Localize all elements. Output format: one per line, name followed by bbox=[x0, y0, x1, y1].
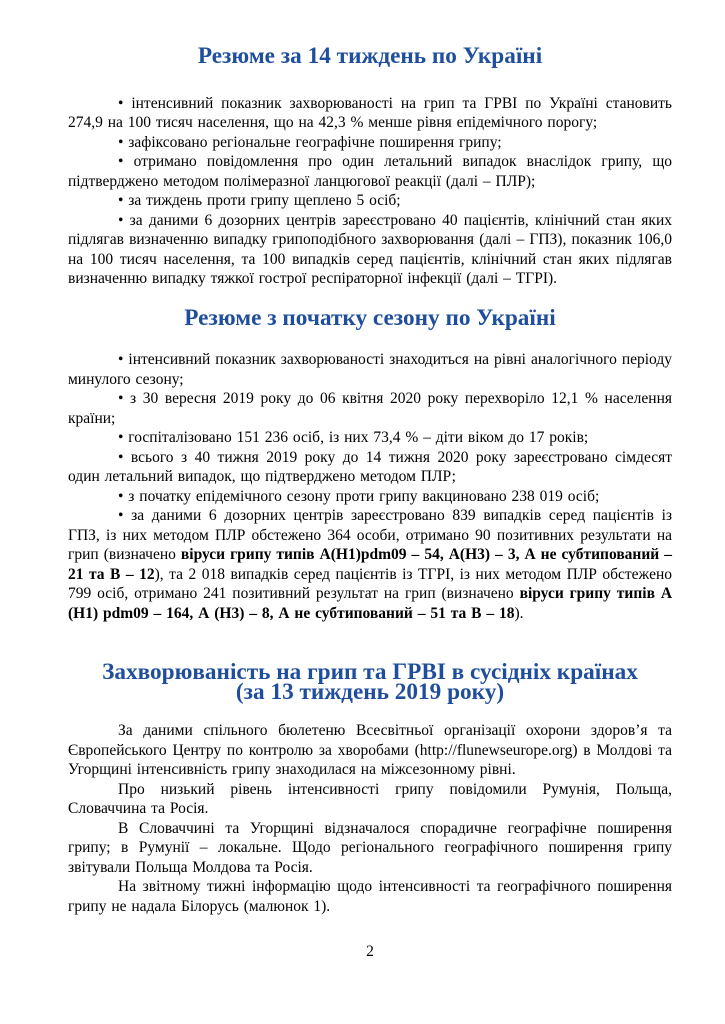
paragraph bbox=[68, 780, 672, 819]
section-neighbouring-countries bbox=[68, 659, 672, 916]
paragraph bbox=[68, 819, 672, 878]
paragraph bbox=[68, 191, 672, 211]
section-heading-line: Резюме з початку сезону по Україні bbox=[184, 304, 556, 331]
section-summary-season bbox=[68, 304, 673, 624]
paragraph bbox=[68, 94, 672, 133]
paragraph bbox=[68, 389, 672, 428]
paragraph bbox=[68, 211, 672, 289]
section-heading-subline: (за 13 тиждень 2019 року) bbox=[235, 678, 505, 705]
text-run: • з початку епідемічного сезону проти грипу вакциновано 238 019 осіб; bbox=[118, 487, 600, 505]
section-heading bbox=[68, 304, 672, 331]
section-body bbox=[68, 94, 672, 289]
paragraph bbox=[68, 506, 672, 623]
section-summary-week-14 bbox=[68, 43, 672, 289]
text-run: • з 30 вересня 2019 року до 06 квітня 2020 року перехворіло 12,1 % населення країни; bbox=[68, 390, 672, 427]
section-body bbox=[68, 350, 672, 623]
paragraph bbox=[68, 721, 672, 780]
text-run: За даними спільного бюлетеню Всесвітньої організації охорони здоров’я та Європейського Центру по контролю за хворобами (http://flunewseurope.org) в Молдові та Угорщині інтенсивність грипу знаходилася на міжсезонному рівні. bbox=[68, 722, 672, 778]
page-number: 2 bbox=[366, 943, 374, 960]
text-run: • інтенсивний показник захворюваності знаходиться на рівні аналогічного періоду минулого сезону; bbox=[68, 351, 672, 388]
paragraph bbox=[68, 350, 672, 389]
text-run: • всього з 40 тижня 2019 року до 14 тижня 2020 року зареєстровано сімдесят один летальний випадок, що підтверджено методом ПЛР; bbox=[68, 448, 672, 485]
bold-text-run: віруси грипу типів А (Н1) pdm09 – 164, А (Н3) – 8, А не субтипований – 51 та В – 18 bbox=[68, 585, 673, 622]
text-run: • за даними 6 дозорних центрів зареєстровано 40 пацієнтів, клінічний стан яких підлягав визначенню випадку грипоподібного захворювання (далі – ГПЗ), показник 106,0 на 100 тисяч населення, та 100 випадків серед пацієнтів, клінічний стан яких підлягав визначенню випадку тяжкої гострої респіраторної інфекції (далі – ТГРІ). bbox=[68, 211, 672, 287]
paragraph bbox=[68, 133, 672, 153]
section-heading-line: Захворюваність на грип та ГРВІ в сусідніх країнах bbox=[102, 659, 638, 685]
section-body bbox=[68, 721, 672, 916]
text-run: В Словаччині та Угорщині відзначалося спорадичне географічне поширення грипу; в Румунії – локальне. Щодо регіонального географічного поширення грипу звітували Польща Молдова та Росія. bbox=[68, 819, 672, 876]
paragraph bbox=[68, 877, 672, 916]
text-run: • інтенсивний показник захворюваності на грип та ГРВІ по Україні становить 274,9 на 100 тисяч населення, що на 42,3 % менше рівня епідемічного порогу; bbox=[68, 94, 672, 131]
text-run: • за тиждень проти грипу щеплено 5 осіб; bbox=[118, 192, 401, 209]
section-heading-line: Резюме за 14 тиждень по Україні bbox=[197, 43, 543, 69]
section-heading bbox=[68, 659, 672, 705]
text-run: ), та 2 018 випадків серед пацієнтів із ТГРІ, із них методом ПЛР обстежено 799 осіб, отримано 241 позитивний результат на грип (визначено bbox=[68, 565, 672, 602]
text-run: Про низький рівень інтенсивності грипу повідомили Румунія, Польща, Словаччина та Росія. bbox=[68, 780, 672, 817]
paragraph bbox=[68, 487, 672, 507]
text-run: • зафіксовано регіональне географічне поширення грипу; bbox=[118, 133, 502, 151]
text-run: На звітному тижні інформацію щодо інтенсивності та географічного поширення грипу не надала Білорусь (малюнок 1). bbox=[68, 878, 672, 915]
bold-text-run: віруси грипу типів А(Н1)pdm09 – 54, А(Н3) – 3, А не субтипований – 21 та В – 12 bbox=[68, 546, 672, 583]
text-run: • отримано повідомлення про один летальний випадок внаслідок грипу, що підтверджено методом полімеразної ланцюгової реакції (далі – ПЛР); bbox=[68, 153, 672, 190]
text-run: • госпіталізовано 151 236 осіб, із них 73,4 % – діти віком до 17 років; bbox=[118, 429, 589, 446]
text-run: • за даними 6 дозорних центрів зареєстровано 839 випадків серед пацієнтів із ГПЗ, із них методом ПЛР обстежено 364 особи, отримано 90 позитивних результати на грип (визначено bbox=[68, 507, 672, 563]
paragraph bbox=[68, 152, 672, 191]
paragraph bbox=[68, 448, 672, 487]
section-heading bbox=[68, 43, 672, 69]
text-run: ). bbox=[514, 604, 524, 622]
paragraph bbox=[68, 428, 672, 448]
